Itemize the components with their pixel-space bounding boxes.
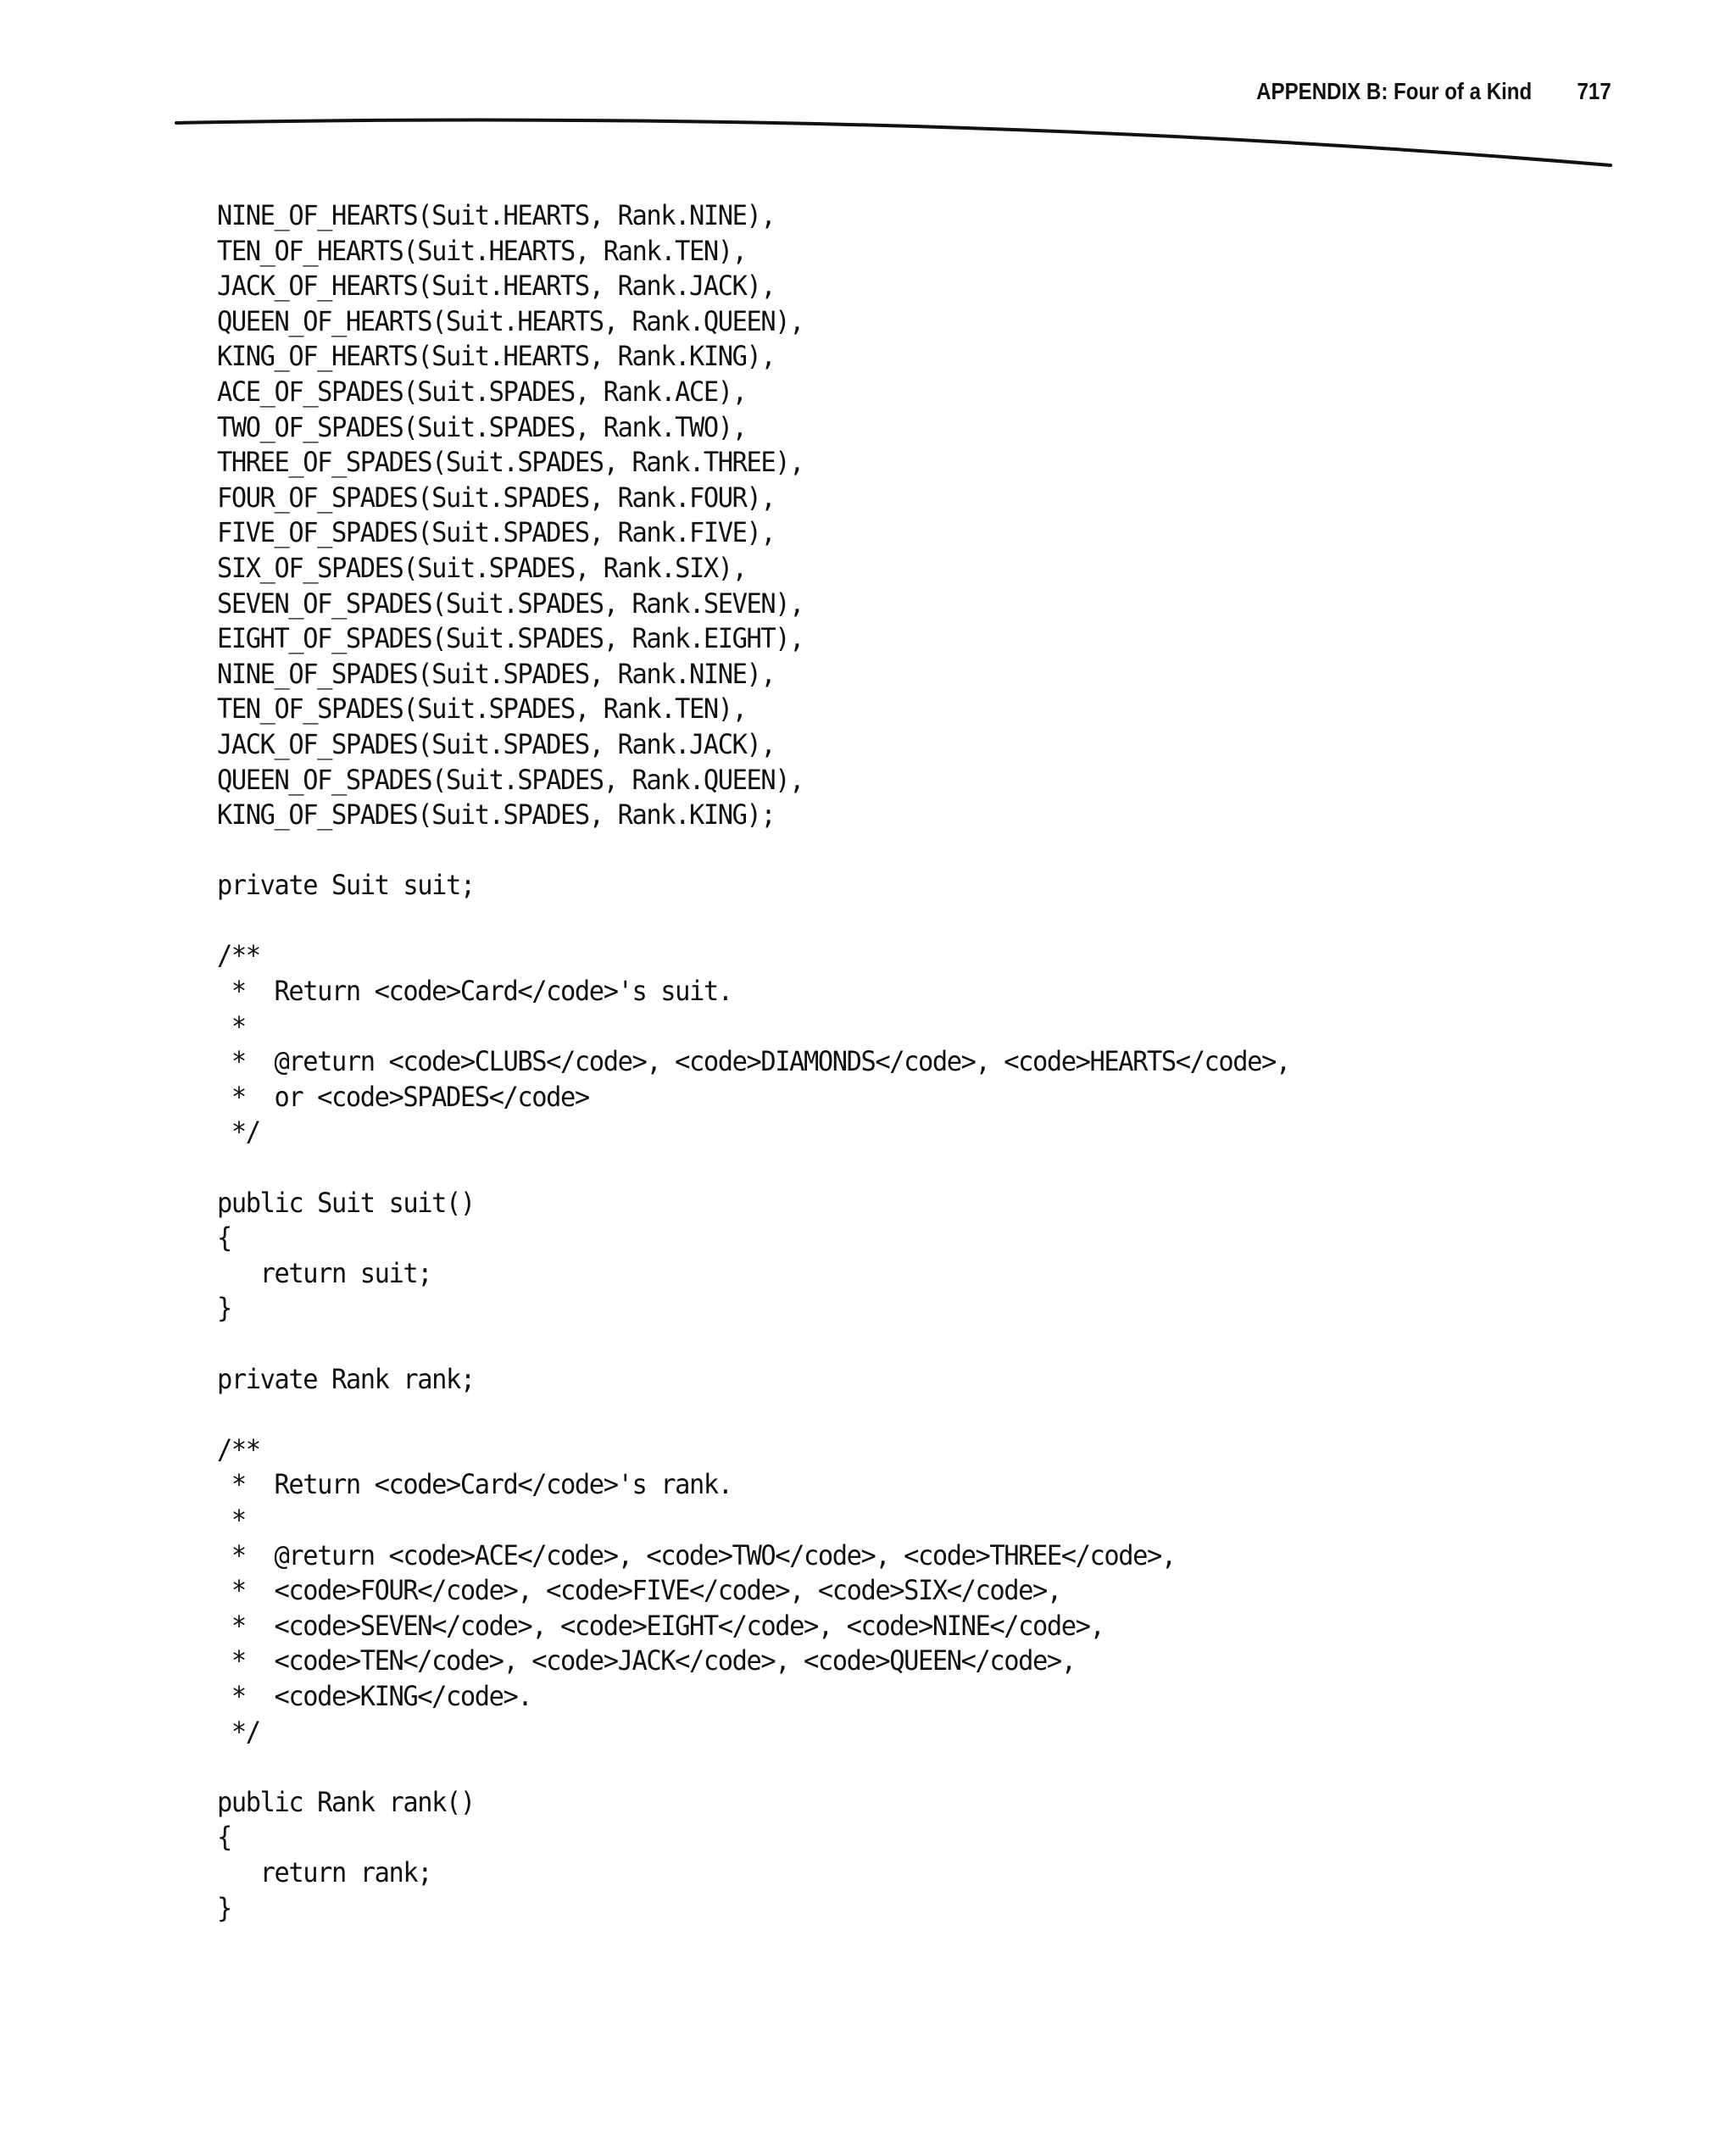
code-line: SIX_OF_SPADES(Suit.SPADES, Rank.SIX),	[217, 551, 747, 584]
code-line: return rank;	[217, 1855, 432, 1888]
page-number: 717	[1577, 78, 1611, 104]
code-line: }	[217, 1292, 231, 1325]
code-line: * Return <code>Card</code>'s suit.	[217, 975, 732, 1008]
code-line: JACK_OF_SPADES(Suit.SPADES, Rank.JACK),	[217, 727, 776, 760]
code-line: THREE_OF_SPADES(Suit.SPADES, Rank.THREE),	[217, 446, 804, 479]
code-line: * Return <code>Card</code>'s rank.	[217, 1468, 732, 1501]
running-title: APPENDIX B: Four of a Kind	[1256, 78, 1533, 104]
code-line: public Rank rank()	[217, 1785, 475, 1818]
code-line: return suit;	[217, 1256, 432, 1289]
code-line: SEVEN_OF_SPADES(Suit.SPADES, Rank.SEVEN),	[217, 587, 804, 620]
code-line: /**	[217, 939, 260, 972]
code-line: * <code>FOUR</code>, <code>FIVE</code>, <code>SIX</code>,	[217, 1574, 1061, 1607]
code-line	[217, 1397, 1290, 1432]
code-line: * or <code>SPADES</code>	[217, 1080, 589, 1113]
code-line: NINE_OF_HEARTS(Suit.HEARTS, Rank.NINE),	[217, 199, 776, 231]
code-line: * @return <code>ACE</code>, <code>TWO</code>, <code>THREE</code>,	[217, 1538, 1176, 1571]
code-line: ACE_OF_SPADES(Suit.SPADES, Rank.ACE),	[217, 375, 747, 408]
code-line: JACK_OF_HEARTS(Suit.HEARTS, Rank.JACK),	[217, 270, 776, 303]
code-line	[217, 833, 1290, 869]
code-line	[217, 1150, 1290, 1186]
code-line: */	[217, 1715, 260, 1748]
code-listing	[217, 198, 1290, 1926]
code-line	[217, 1327, 1290, 1362]
code-line: NINE_OF_SPADES(Suit.SPADES, Rank.NINE),	[217, 657, 776, 690]
code-line: * <code>KING</code>.	[217, 1679, 532, 1712]
code-line: TEN_OF_SPADES(Suit.SPADES, Rank.TEN),	[217, 693, 747, 726]
code-line: EIGHT_OF_SPADES(Suit.SPADES, Rank.EIGHT),	[217, 622, 804, 655]
code-line: TEN_OF_HEARTS(Suit.HEARTS, Rank.TEN),	[217, 234, 747, 267]
code-line	[217, 904, 1290, 939]
code-line: */	[217, 1115, 260, 1149]
code-line: * <code>TEN</code>, <code>JACK</code>, <code>QUEEN</code>,	[217, 1644, 1076, 1677]
code-line	[217, 1749, 1290, 1785]
code-line: private Suit suit;	[217, 869, 475, 902]
code-line: * <code>SEVEN</code>, <code>EIGHT</code>, <code>NINE</code>,	[217, 1609, 1104, 1642]
code-line: /**	[217, 1432, 260, 1466]
code-line: public Suit suit()	[217, 1186, 475, 1219]
code-line: TWO_OF_SPADES(Suit.SPADES, Rank.TWO),	[217, 410, 747, 443]
code-line: FIVE_OF_SPADES(Suit.SPADES, Rank.FIVE),	[217, 516, 776, 549]
page-header	[1256, 78, 1611, 105]
code-line: * @return <code>CLUBS</code>, <code>DIAMONDS</code>, <code>HEARTS</code>,	[217, 1045, 1290, 1078]
code-line: KING_OF_SPADES(Suit.SPADES, Rank.KING);	[217, 798, 776, 832]
code-line: FOUR_OF_SPADES(Suit.SPADES, Rank.FOUR),	[217, 481, 776, 514]
code-line: QUEEN_OF_HEARTS(Suit.HEARTS, Rank.QUEEN),	[217, 304, 804, 337]
code-line: *	[217, 1503, 246, 1536]
code-line: private Rank rank;	[217, 1362, 475, 1395]
code-line: {	[217, 1821, 231, 1854]
code-line: }	[217, 1891, 231, 1924]
code-line: QUEEN_OF_SPADES(Suit.SPADES, Rank.QUEEN),	[217, 763, 804, 796]
code-line: {	[217, 1221, 231, 1254]
code-line: *	[217, 1010, 246, 1043]
code-line: KING_OF_HEARTS(Suit.HEARTS, Rank.KING),	[217, 340, 776, 373]
